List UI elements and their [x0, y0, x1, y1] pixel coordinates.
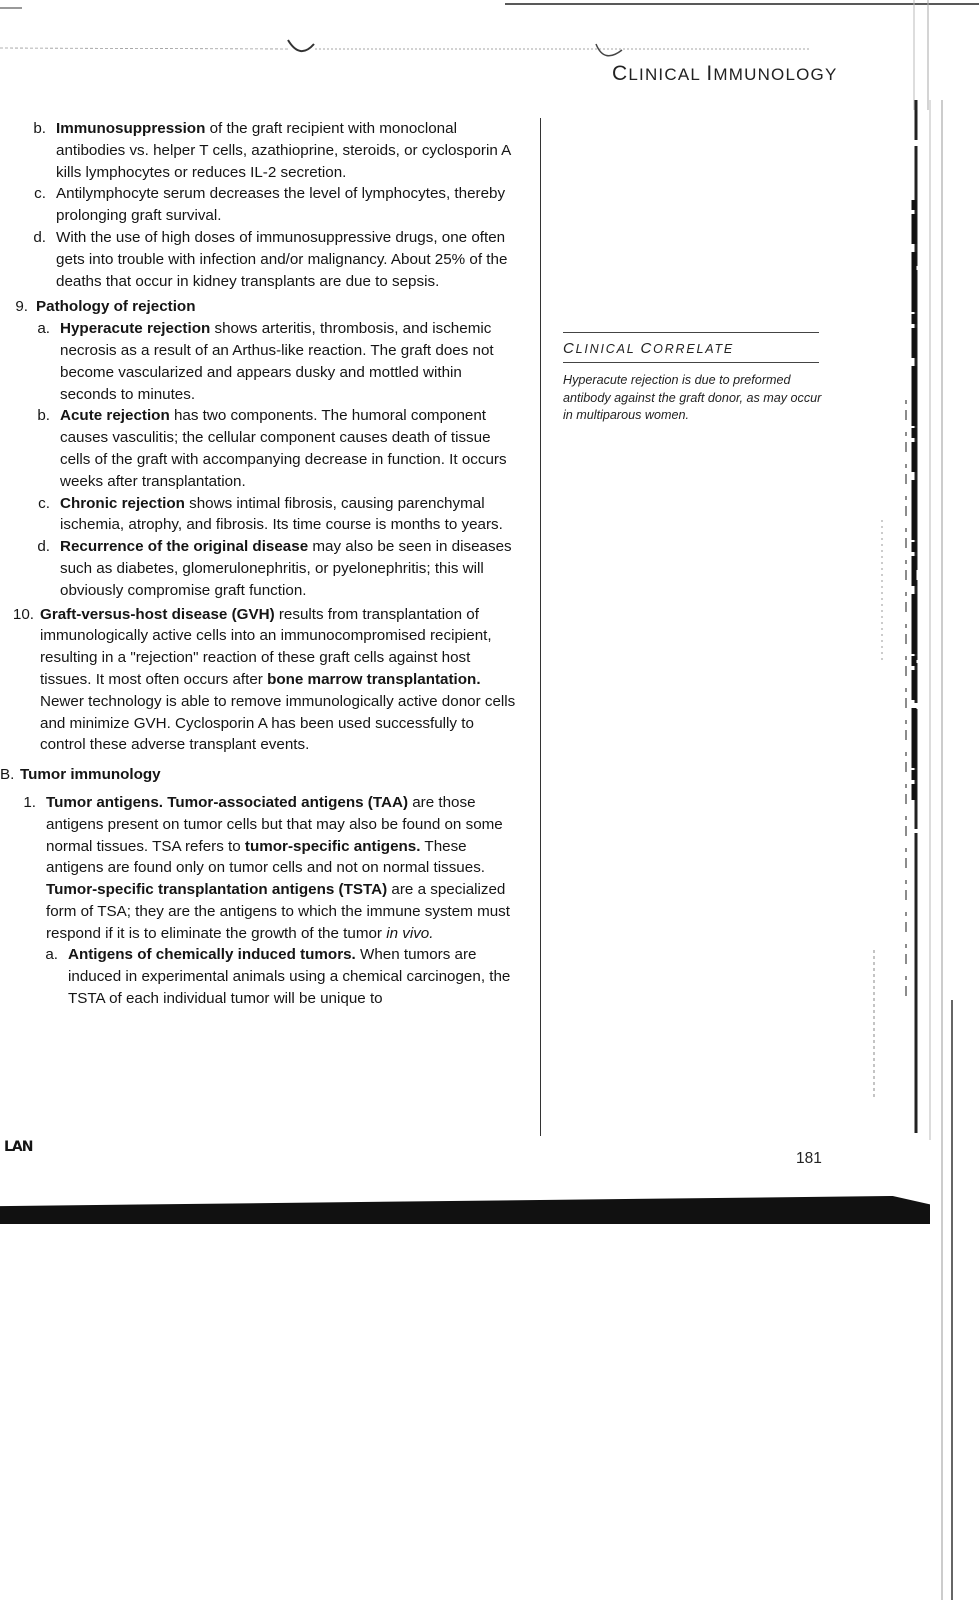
item-text: may also be seen in diseases such as diabetes, glomerulonephritis, or pyelonephritis; this will obviously compromise graft function.	[60, 538, 512, 599]
item-label: c.	[34, 185, 46, 203]
item-heading: Tumor antigens. Tumor-associated antigens (TAA)	[46, 793, 408, 811]
section-heading: Tumor immunology	[20, 766, 161, 784]
item-text: Antilymphocyte serum decreases the level of lymphocytes, thereby prolonging graft survival.	[56, 185, 506, 225]
list-item-B1a	[0, 944, 520, 1009]
item-text: shows intimal fibrosis, causing parenchymal ischemia, atrophy, and fibrosis. Its time course is months to years.	[60, 494, 503, 534]
item-label: 1.	[23, 793, 36, 811]
item-text: With the use of high doses of immunosuppressive drugs, one often gets into trouble with infection and/or malignancy. About 25% of the deaths that occur in kidney transplants are due to sepsis.	[56, 228, 508, 290]
main-column	[0, 118, 520, 1010]
scan-edge-marks	[870, 100, 970, 1601]
item-emphasis-2: Tumor-specific transplantation antigens (TSTA)	[46, 881, 388, 899]
section-heading: Pathology of rejection	[36, 298, 196, 316]
item-italic: in vivo.	[386, 924, 434, 942]
running-head-initial: C	[612, 62, 629, 85]
item-emphasis: tumor-specific antigens.	[244, 837, 421, 855]
running-head-initial-2: I	[706, 62, 714, 85]
scan-bottom-band	[0, 1196, 930, 1224]
sidebar-title-initial-2: C	[640, 340, 654, 357]
item-heading: Recurrence of the original disease	[60, 538, 309, 556]
sidebar-top-rule	[563, 332, 819, 333]
item-heading: Antigens of chemically induced tumors.	[68, 946, 356, 964]
item-label: 9.	[15, 298, 28, 316]
item-label: a.	[45, 946, 58, 964]
item-text-2: These antigens are found only on tumor cells and not on normal tissues.	[46, 837, 486, 877]
column-divider	[540, 118, 541, 1136]
item-text: of the graft recipient with monoclonal antibodies vs. helper T cells, azathioprine, steroids, or cyclosporin A kills lymphocytes or reduces IL-2 secretion.	[56, 120, 511, 181]
item-heading: Graft-versus-host disease (GVH)	[40, 605, 275, 623]
item-text: shows arteritis, thrombosis, and ischemic necrosis as a result of an Arthus-like reaction. The graft does not become vascularized and appears dusky and mottled within seconds to minutes.	[60, 320, 494, 403]
item-label: d.	[37, 538, 50, 556]
item-label: b.	[37, 407, 50, 425]
list-item-B1	[0, 792, 520, 945]
item-text: When tumors are induced in experimental animals using a chemical carcinogen, the TSTA of each individual tumor will be unique to	[68, 946, 511, 1008]
item-heading: Acute rejection	[60, 407, 170, 425]
item-heading: Hyperacute rejection	[60, 320, 211, 338]
list-item-10	[0, 604, 520, 757]
list-item-9c	[0, 493, 520, 537]
item-label: 10.	[12, 605, 34, 623]
item-text: has two components. The humoral component causes vasculitis; the cellular component causes death of tissue cells of the graft with accompanying decrease in function. It occurs weeks after transplantation.	[60, 407, 507, 490]
running-head-part: LINICAL	[628, 65, 707, 84]
item-heading: Chronic rejection	[60, 494, 185, 512]
item-emphasis: bone marrow transplantation.	[267, 670, 481, 688]
sidebar-title-part: LINICAL	[575, 342, 641, 356]
sidebar-title-part-2: ORRELATE	[653, 342, 735, 356]
item-text: results from transplantation of immunologically active cells into an immunocompromised recipient, resulting in a "rejection" reaction of these graft cells against host tissues. It most often occurs after	[40, 605, 492, 688]
footer-logo-fragment: LAN	[4, 1139, 33, 1155]
item-label: b.	[33, 120, 46, 137]
item-text-2: Newer technology is able to remove immunologically active donor cells and minimize GVH. Cyclosporin A has been used successfully to control these adverse transplant events.	[40, 692, 516, 754]
header-rule	[0, 0, 979, 110]
item-label: a.	[37, 320, 50, 338]
list-item-c	[0, 183, 520, 227]
sidebar-text: Hyperacute rejection is due to preformed antibody against the graft donor, as may occur in multiparous women.	[563, 373, 822, 422]
sidebar-title-initial: C	[563, 340, 576, 357]
item-text: are those antigens present on tumor cells but that may also be found on some normal tissues. TSA refers to	[46, 793, 503, 855]
item-label: c.	[38, 494, 50, 512]
list-item-9d	[0, 536, 520, 601]
section-B	[0, 764, 520, 786]
item-text-3: are a specialized form of TSA; they are the antigens to which the immune system must respond if it is to eliminate the growth of the tumor	[46, 881, 510, 942]
sidebar-title	[563, 340, 734, 357]
list-item-d	[0, 227, 520, 292]
item-label: d.	[33, 228, 46, 246]
page-number: 181	[796, 1150, 822, 1167]
item-heading: Immunosuppression	[56, 120, 206, 137]
list-item-9	[0, 296, 520, 318]
running-head	[612, 62, 838, 86]
list-item-b	[0, 118, 520, 183]
running-head-part-2: MMUNOLOGY	[713, 65, 838, 84]
list-item-9b	[0, 405, 520, 492]
sidebar-bottom-rule	[563, 362, 819, 363]
item-label: B.	[0, 766, 15, 784]
list-item-9a	[0, 318, 520, 405]
